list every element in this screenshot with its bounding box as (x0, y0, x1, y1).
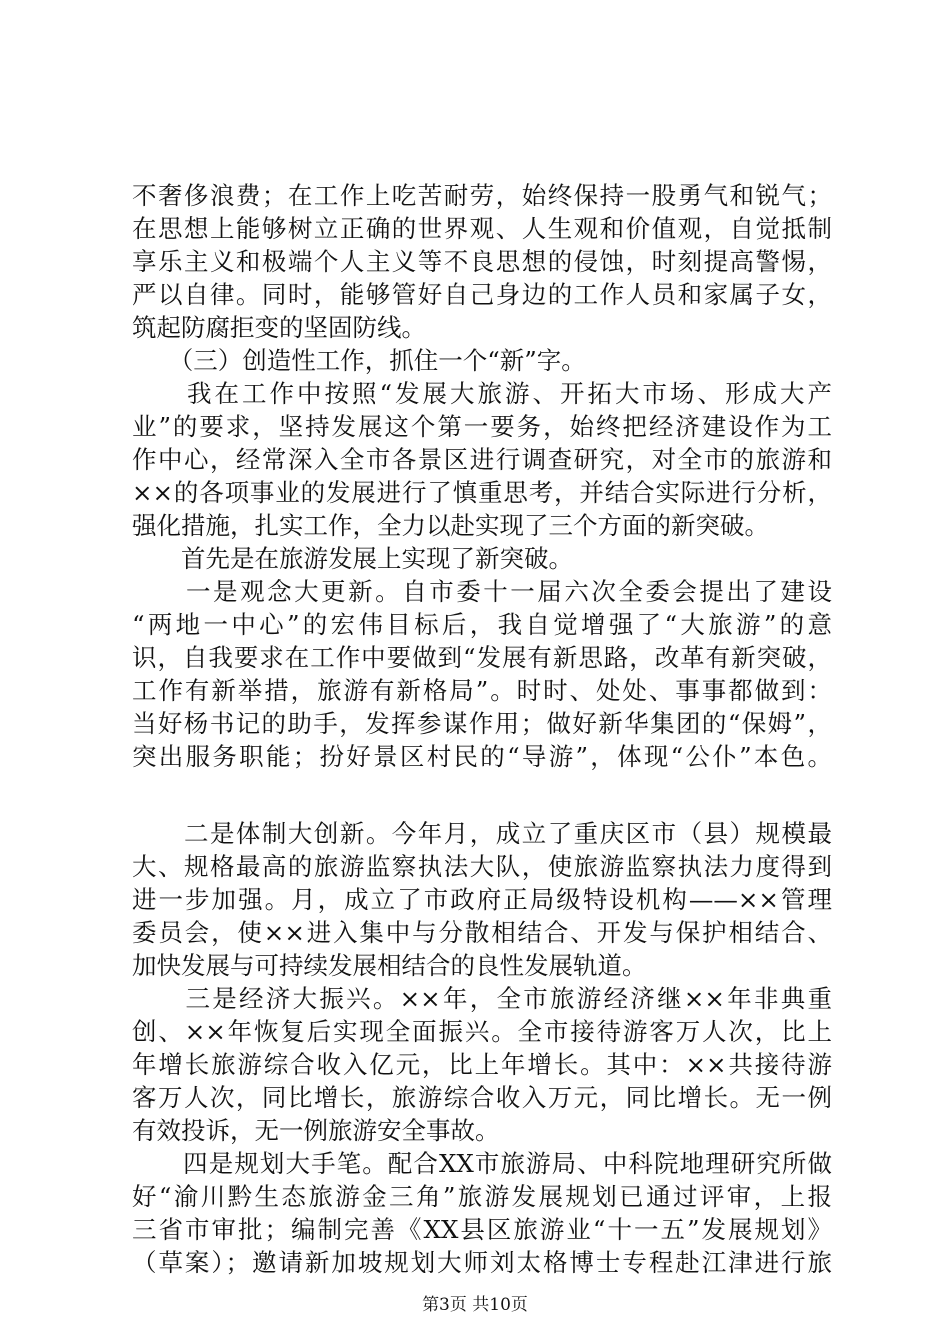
text-line: 享乐主义和极端个人主义等不良思想的侵蚀，时刻提高警惕， (132, 247, 832, 276)
text-line: 业”的要求，坚持发展这个第一要务，始终把经济建设作为工 (132, 412, 832, 441)
text-line: 加快发展与可持续发展相结合的良性发展轨道。 (132, 951, 647, 980)
text-line: 创、××年恢复后实现全面振兴。全市接待游客万人次，比上 (132, 1017, 832, 1046)
text-line: 筑起防腐拒变的坚固防线。 (132, 313, 426, 342)
text-line: 工作有新举措，旅游有新格局”。时时、处处、事事都做到： (132, 676, 832, 705)
section-heading: （三）创造性工作，抓住一个“新”字。 (132, 346, 586, 375)
text-line: （草案）；邀请新加坡规划大师刘太格博士专程赴江津进行旅 (132, 1248, 832, 1277)
text-line: 当好杨书记的助手，发挥参谋作用；做好新华集团的“保姆”， (132, 709, 832, 738)
text-line: “两地一中心”的宏伟目标后，我自觉增强了“大旅游”的意 (132, 610, 832, 639)
text-line: 不奢侈浪费；在工作上吃苦耐劳，始终保持一股勇气和锐气； (132, 181, 832, 210)
text-line: 大、规格最高的旅游监察执法大队，使旅游监察执法力度得到 (132, 852, 832, 881)
text-line: ××的各项事业的发展进行了慎重思考，并结合实际进行分析， (132, 478, 832, 507)
text-line: 有效投诉，无一例旅游安全事故。 (132, 1116, 500, 1145)
page-number-footer: 第3页 共10页 (422, 1295, 528, 1315)
text-line: 强化措施，扎实工作，全力以赴实现了三个方面的新突破。 (132, 511, 769, 540)
text-line: 突出服务职能；扮好景区村民的“导游”，体现“公仆”本色。 (132, 742, 832, 771)
text-line: 首先是在旅游发展上实现了新突破。 (132, 544, 573, 573)
text-line: 作中心，经常深入全市各景区进行调查研究，对全市的旅游和 (132, 445, 832, 474)
text-line: 好“渝川黔生态旅游金三角”旅游发展规划已通过评审，上报 (132, 1182, 832, 1211)
text-line: 进一步加强。月，成立了市政府正局级特设机构——××管理 (132, 885, 832, 914)
text-line: 三省市审批；编制完善《XX县区旅游业“十一五”发展规划》 (132, 1215, 832, 1244)
text-line: 年增长旅游综合收入亿元，比上年增长。其中：××共接待游 (132, 1050, 832, 1079)
text-line: 客万人次，同比增长，旅游综合收入万元，同比增长。无一例 (132, 1083, 832, 1112)
text-line: 我在工作中按照“发展大旅游、开拓大市场、形成大产 (132, 379, 832, 408)
text-line: 四是规划大手笔。配合XX市旅游局、中科院地理研究所做 (132, 1149, 832, 1178)
text-line: 一是观念大更新。自市委十一届六次全委会提出了建设 (132, 577, 832, 606)
text-line: 在思想上能够树立正确的世界观、人生观和价值观，自觉抵制 (132, 214, 832, 243)
text-line: 二是体制大创新。今年月，成立了重庆区市（县）规模最 (132, 819, 832, 848)
text-line: 严以自律。同时，能够管好自己身边的工作人员和家属子女， (132, 280, 832, 309)
text-line: 识，自我要求在工作中要做到“发展有新思路，改革有新突破， (132, 643, 832, 672)
text-line: 三是经济大振兴。××年，全市旅游经济继××年非典重 (132, 984, 832, 1013)
text-line: 委员会，使××进入集中与分散相结合、开发与保护相结合、 (132, 918, 832, 947)
